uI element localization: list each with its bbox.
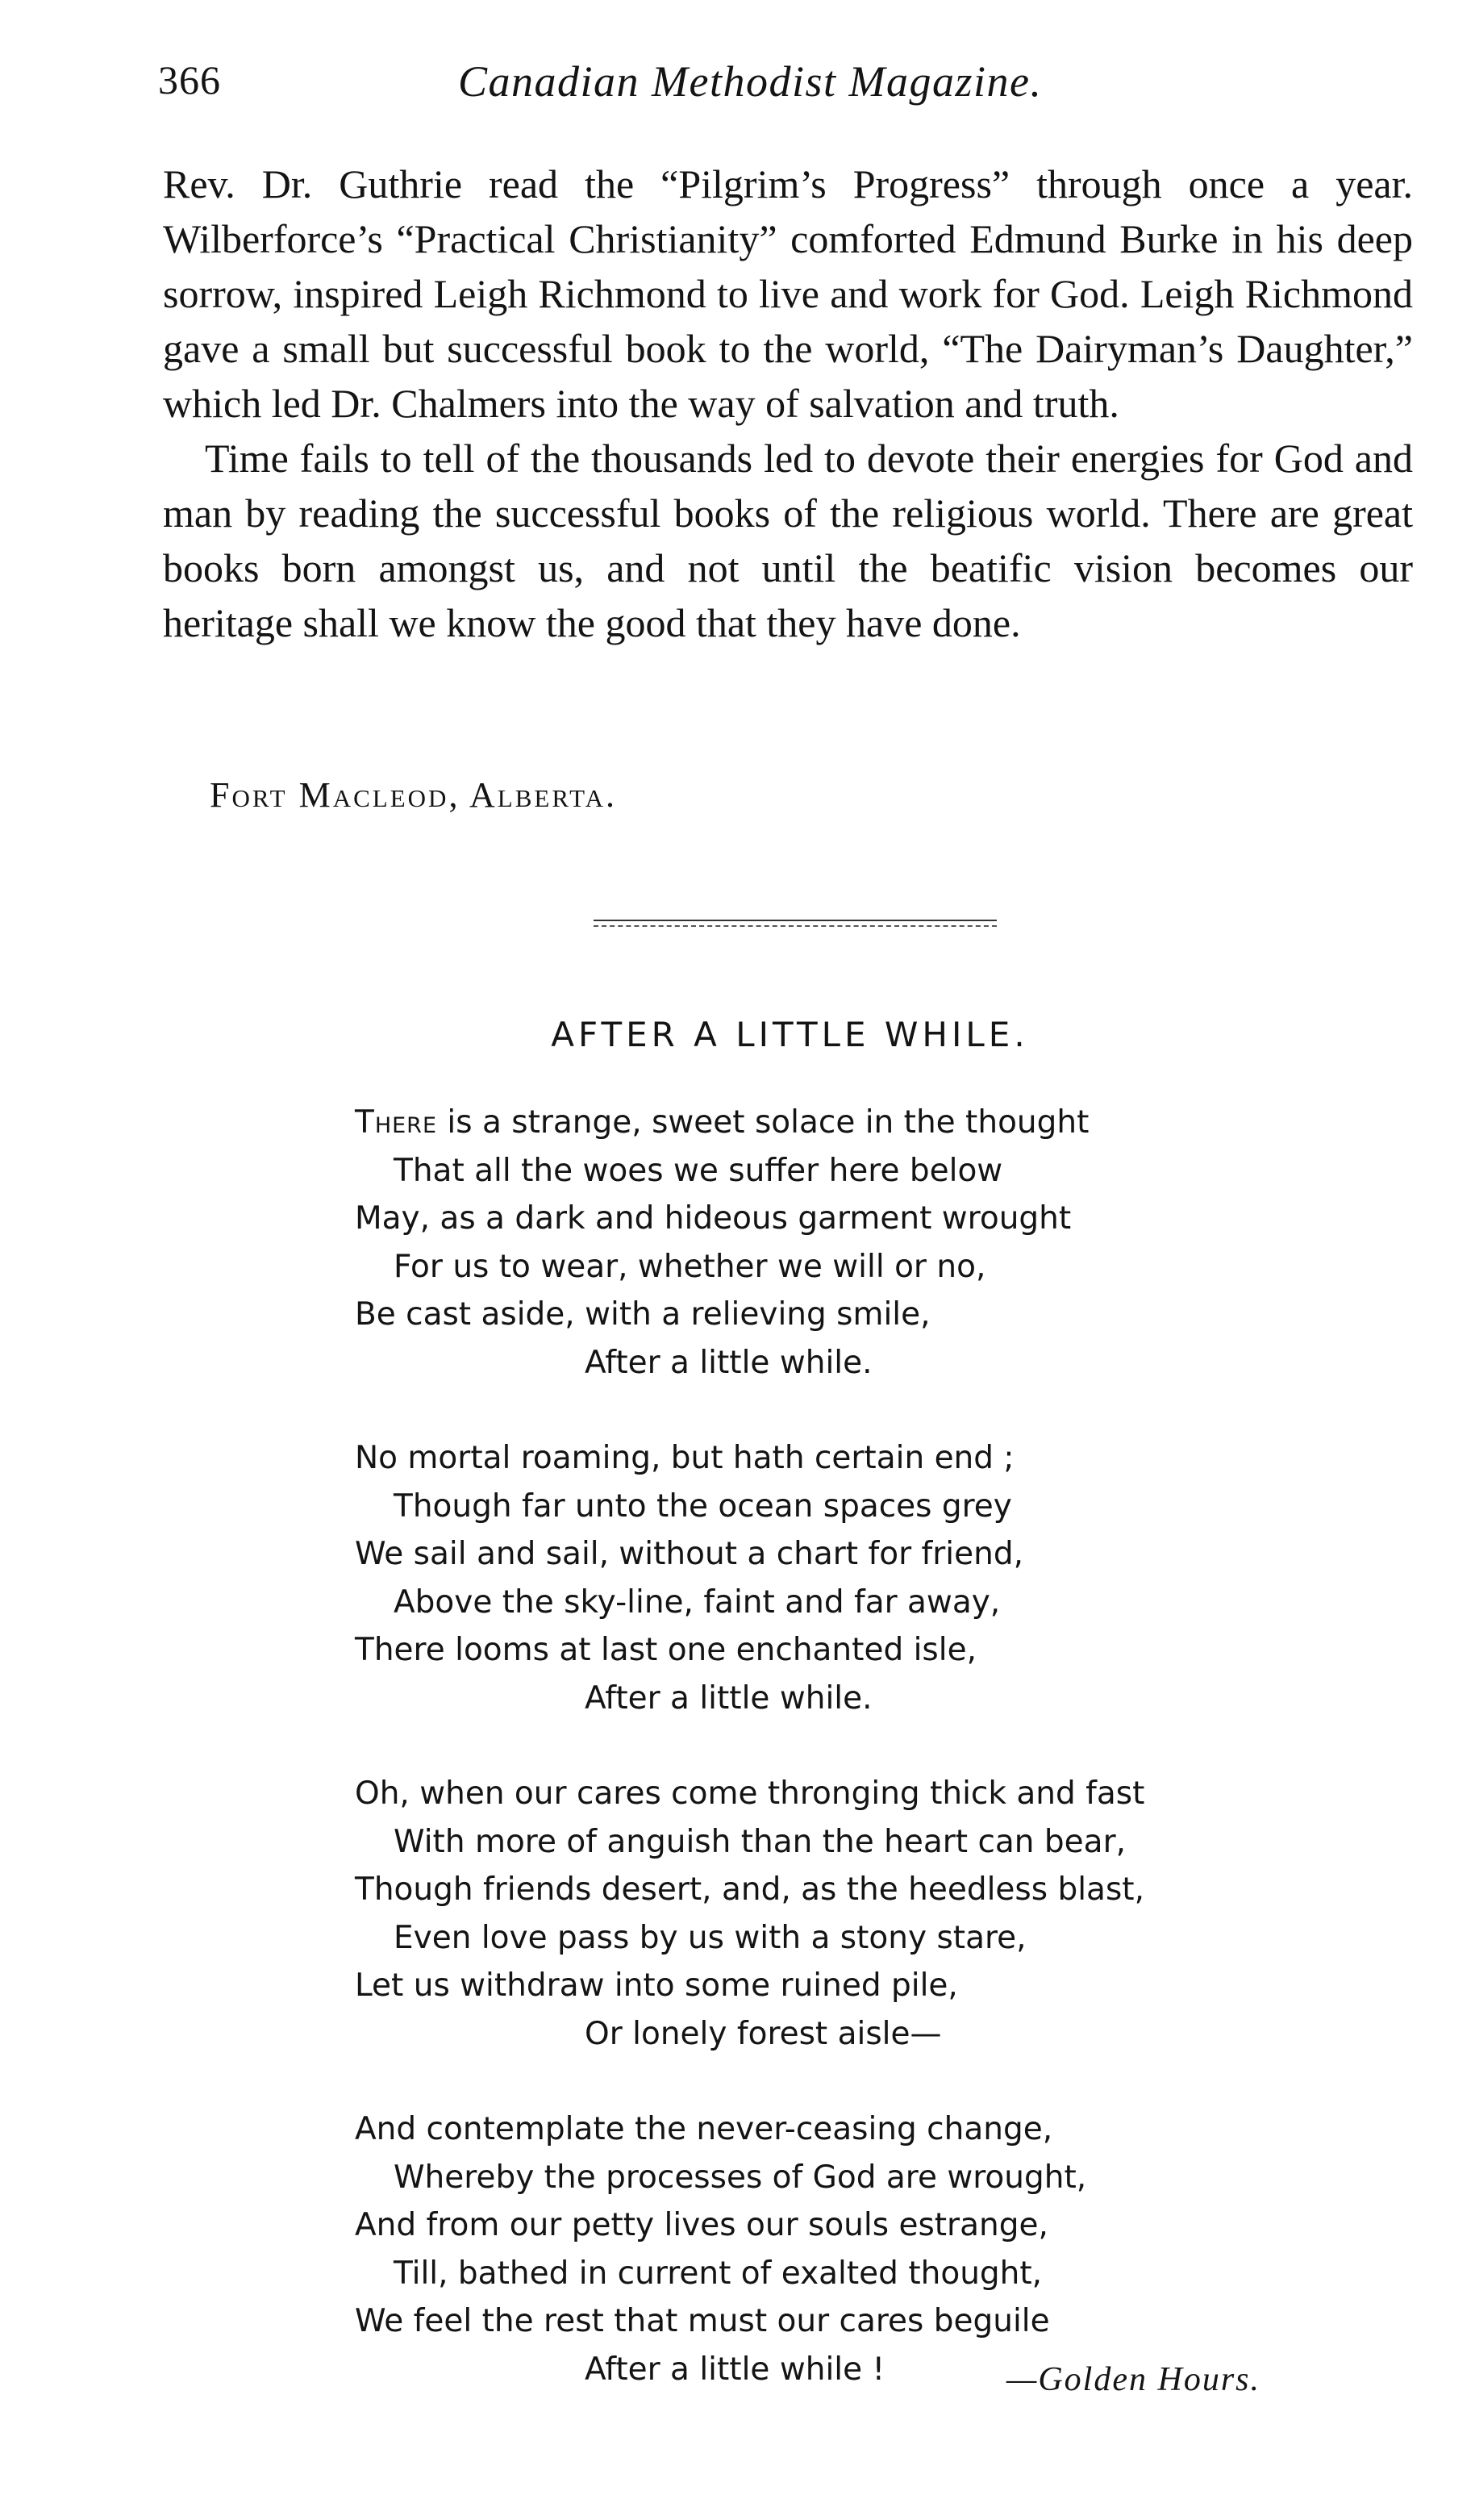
poem-title: AFTER A LITTLE WHILE. bbox=[551, 1015, 1029, 1054]
divider-rule bbox=[594, 920, 997, 921]
poem-stanza bbox=[355, 1434, 1323, 1722]
poem-line: That all the woes we suffer here below bbox=[394, 1152, 1003, 1189]
page-number: 366 bbox=[158, 57, 221, 102]
poem-line: Oh, when our cares come thronging thick and fast bbox=[355, 1775, 1145, 1812]
article-paragraph: Time fails to tell of the thousands led to devote their energies for God and man by reading the successful books of the religious world. There are great books born amongst us, and not until the beatific vision becomes our heritage shall we know the good that they have done. bbox=[163, 436, 1413, 645]
poem-line: Whereby the processes of God are wrought, bbox=[394, 2159, 1087, 2196]
poem-line: And from our petty lives our souls estrange, bbox=[355, 2207, 1048, 2243]
poem-line: Even love pass by us with a stony stare, bbox=[394, 1919, 1027, 1956]
poem-line: For us to wear, whether we will or no, bbox=[394, 1248, 986, 1285]
poem-refrain: Or lonely forest aisle— bbox=[585, 2015, 942, 2052]
poem-line: Let us withdraw into some ruined pile, bbox=[355, 1967, 958, 2004]
poem-attribution: —Golden Hours. bbox=[1006, 2361, 1261, 2398]
running-head bbox=[158, 56, 1416, 121]
poem-refrain: After a little while. bbox=[585, 1344, 873, 1381]
poem-line bbox=[355, 1099, 1323, 1147]
poem-line: Till, bathed in current of exalted thought, bbox=[394, 2255, 1043, 2292]
poem-refrain: After a little while ! bbox=[585, 2351, 885, 2388]
poem-line: May, as a dark and hideous garment wrought bbox=[355, 1200, 1072, 1237]
poem-first-word: There bbox=[355, 1104, 438, 1141]
poem-line: Be cast aside, with a relieving smile, bbox=[355, 1296, 931, 1333]
poem-line: There looms at last one enchanted isle, bbox=[355, 1632, 977, 1668]
poem-line: Above the sky-line, faint and far away, bbox=[394, 1583, 1001, 1621]
poem-stanza bbox=[355, 2105, 1323, 2393]
poem-stanza bbox=[355, 1099, 1323, 1387]
section-divider bbox=[594, 920, 997, 928]
magazine-title: Canadian Methodist Magazine. bbox=[458, 57, 1043, 106]
poem-body bbox=[355, 1099, 1323, 2441]
poem-line: We feel the rest that must our cares beguile bbox=[355, 2303, 1050, 2339]
poem-line: Though far unto the ocean spaces grey bbox=[394, 1487, 1012, 1525]
poem-refrain: After a little while. bbox=[585, 1679, 873, 1717]
divider-rule bbox=[594, 925, 997, 927]
poem-stanza bbox=[355, 1770, 1323, 2058]
article-body bbox=[163, 156, 1413, 650]
poem-line: Though friends desert, and, as the heedless blast, bbox=[355, 1871, 1144, 1908]
poem-line: With more of anguish than the heart can bear, bbox=[394, 1823, 1127, 1860]
poem-line-text: is a strange, sweet solace in the thought bbox=[437, 1104, 1090, 1141]
poem-line: No mortal roaming, but hath certain end ; bbox=[355, 1440, 1015, 1476]
poem-line: And contemplate the never-ceasing change, bbox=[355, 2111, 1053, 2147]
article-paragraph: Rev. Dr. Guthrie read the “Pilgrim’s Progress” through once a year. Wilberforce’s “Practical Christianity” comforted Edmund Burke in his deep sorrow, inspired Leigh Richmond to live and work for God. Leigh Richmond gave a small but successful book to the world, “The Dairyman’s Daughter,” which led Dr. Chalmers into the way of salvation and truth. bbox=[163, 161, 1413, 426]
article-signoff: Fort Macleod, Alberta. bbox=[210, 775, 617, 815]
poem-line: We sail and sail, without a chart for friend, bbox=[355, 1536, 1023, 1572]
